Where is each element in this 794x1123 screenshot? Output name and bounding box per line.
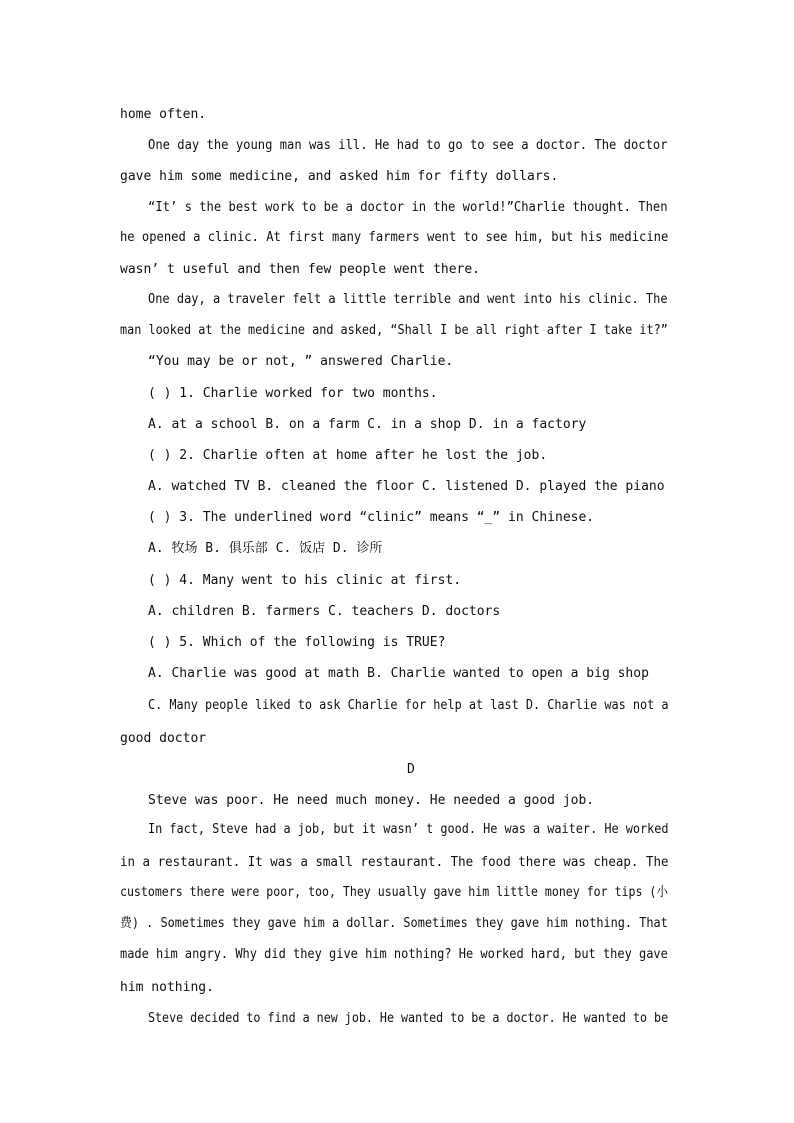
text-line: home often. (120, 107, 207, 122)
text-line: made him angry. Why did they give him nothing? He worked hard, but they gave (120, 947, 668, 962)
question-5: ( ) 5. Which of the following is TRUE? (148, 635, 446, 650)
question-2-options: A. watched TV B. cleaned the floor C. listened D. played the piano (148, 479, 665, 494)
question-4: ( ) 4. Many went to his clinic at first. (148, 573, 462, 588)
question-2: ( ) 2. Charlie often at home after he lost the job. (148, 448, 548, 463)
section-heading: D (407, 762, 415, 777)
text-line: In fact, Steve had a job, but it wasn’ t good. He was a waiter. He worked (148, 822, 669, 837)
question-3: ( ) 3. The underlined word “clinic” means “_” in Chinese. (148, 510, 595, 525)
text-line: gave him some medicine, and asked him for fifty dollars. (120, 169, 559, 184)
question-5-options: A. Charlie was good at math B. Charlie wanted to open a big shop (148, 666, 649, 681)
text-line: him nothing. (120, 980, 214, 995)
question-4-options: A. children B. farmers C. teachers D. doctors (148, 604, 501, 619)
text-line: Steve decided to find a new job. He wanted to be a doctor. He wanted to be (148, 1011, 669, 1026)
text-line: good doctor (120, 731, 207, 746)
text-line: customers there were poor, too, They usually gave him little money for tips (小 (120, 885, 668, 900)
text-line: “It’ s the best work to be a doctor in the world!”Charlie thought. Then (148, 200, 668, 215)
text-line: in a restaurant. It was a small restaurant. The food there was cheap. The (120, 855, 669, 870)
text-line: 费) . Sometimes they gave him a dollar. Sometimes they gave him nothing. That (120, 916, 668, 931)
text-line: One day, a traveler felt a little terrible and went into his clinic. The (148, 292, 668, 307)
question-3-options: A. 牧场 B. 俱乐部 C. 饭店 D. 诊所 (148, 541, 383, 556)
question-1-options: A. at a school B. on a farm C. in a shop D. in a factory (148, 417, 587, 432)
text-line: One day the young man was ill. He had to go to see a doctor. The doctor (148, 138, 668, 153)
question-5-options: C. Many people liked to ask Charlie for help at last D. Charlie was not a (148, 698, 669, 713)
text-line: he opened a clinic. At first many farmers went to see him, but his medicine (120, 230, 669, 245)
text-line: wasn’ t useful and then few people went there. (120, 262, 481, 277)
text-line: man looked at the medicine and asked, “Shall I be all right after I take it?” (120, 323, 668, 338)
question-1: ( ) 1. Charlie worked for two months. (148, 386, 438, 401)
text-line: “You may be or not, ” answered Charlie. (148, 354, 454, 369)
text-line: Steve was poor. He need much money. He needed a good job. (148, 793, 595, 808)
